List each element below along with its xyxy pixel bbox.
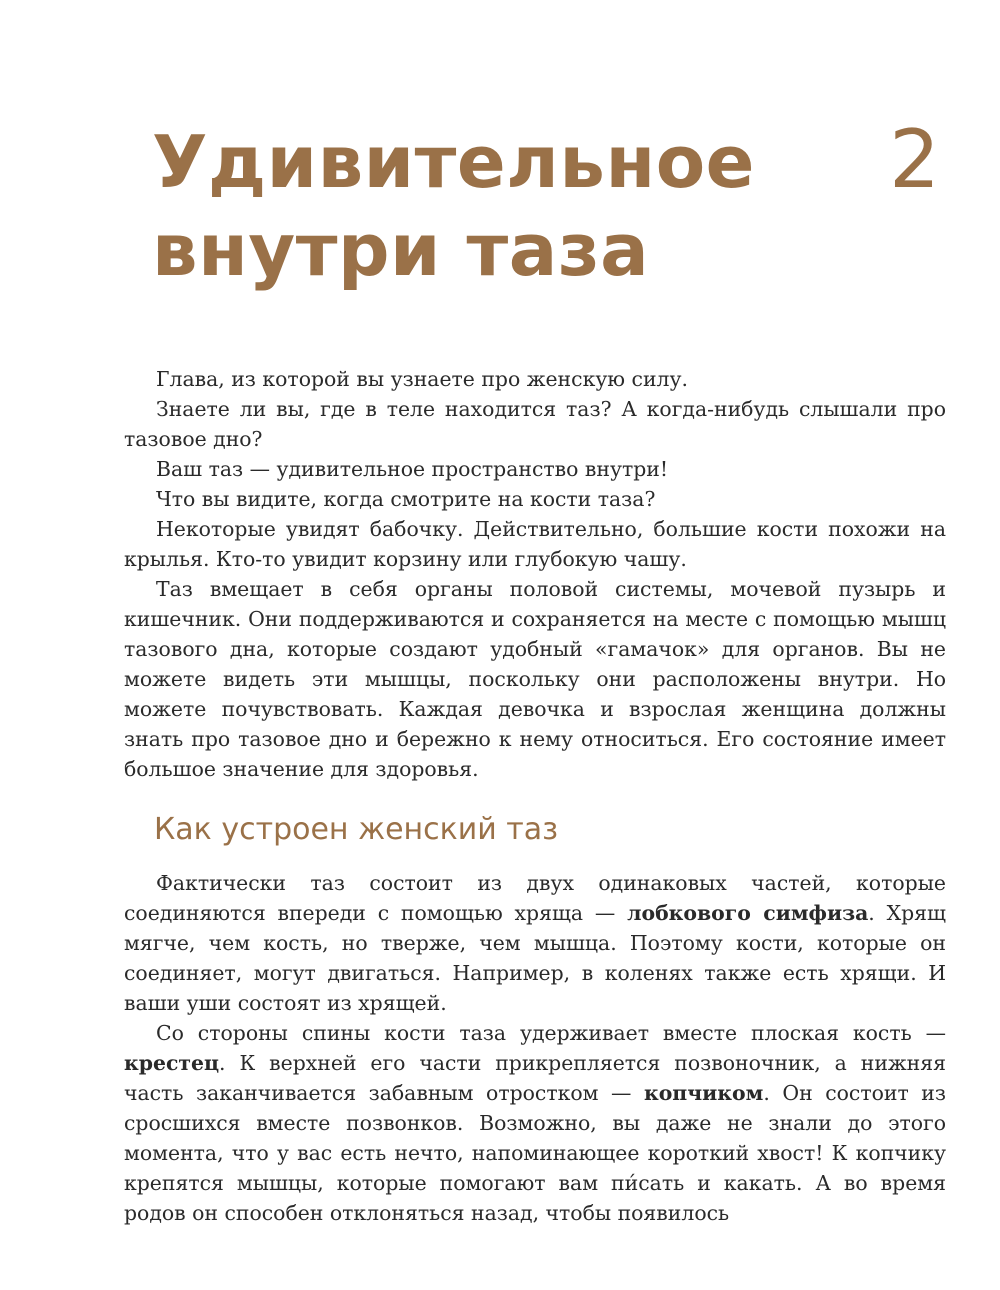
text-run: Фактически таз состоит из двух одинаковых частей, которые соединяются впереди с помощью хряща — (124, 871, 946, 925)
intro-paragraph: Знаете ли вы, где в теле находится таз? А когда-нибудь слышали про тазовое дно? (124, 397, 946, 451)
section-paragraph (124, 1018, 946, 1228)
section-text (124, 868, 946, 1228)
chapter-title (152, 118, 755, 294)
intro-paragraph: Таз вмещает в себя органы половой системы, мочевой пузырь и кишечник. Они поддерживаются и сохраняется на месте с помощью мышц тазового дна, которые создают удобный «гамачок» для органов. Вы не можете видеть эти мышцы, поскольку они расположены внутри. Но можете почувствовать. Каждая девочка и взрослая женщина должны знать про тазовое дно и бережно к нему относиться. Его состояние имеет большое значение для здоровья. (124, 577, 946, 781)
intro-paragraph: Некоторые увидят бабочку. Действительно, большие кости похожи на крылья. Кто-то увидит корзину или глубокую чашу. (124, 517, 946, 571)
chapter-title-line-2: внутри таза (152, 208, 650, 292)
intro-paragraph: Ваш таз — удивительное пространство внутри! (156, 457, 669, 481)
chapter-title-line-1: Удивительное (152, 120, 755, 204)
section-heading: Как устроен женский таз (154, 812, 559, 847)
chapter-number: 2 (889, 113, 940, 206)
bold-term: крестец (124, 1051, 220, 1075)
bold-term: копчиком (643, 1081, 764, 1105)
bold-term: лобкового симфиза (627, 901, 869, 925)
intro-paragraph: Что вы видите, когда смотрите на кости таза? (156, 487, 656, 511)
section-paragraph (124, 868, 946, 1018)
text-run: Со стороны спины кости таза удерживает вместе плоская кость — (156, 1021, 946, 1045)
intro-paragraph: Глава, из которой вы узнаете про женскую силу. (156, 367, 688, 391)
intro-text (124, 364, 946, 784)
text-run: . Он состоит из сросшихся вместе позвонков. Возможно, вы даже не знали до этого момента, что у вас есть нечто, напоминающее короткий хвост! К копчику крепятся мышцы, которые помогают вам пи́сать и какать. А во время родов он способен отклоняться назад, чтобы появилось (124, 1081, 946, 1225)
text-run: . Хрящ мягче, чем кость, но тверже, чем мышца. Поэтому кости, которые он соединяет, могут двигаться. Например, в коленях также есть хрящи. И ваши уши состоят из хрящей. (124, 901, 946, 1015)
text-run: . К верхней его части прикрепляется позвоночник, а нижняя часть заканчивается забавным отростком — (124, 1051, 946, 1105)
